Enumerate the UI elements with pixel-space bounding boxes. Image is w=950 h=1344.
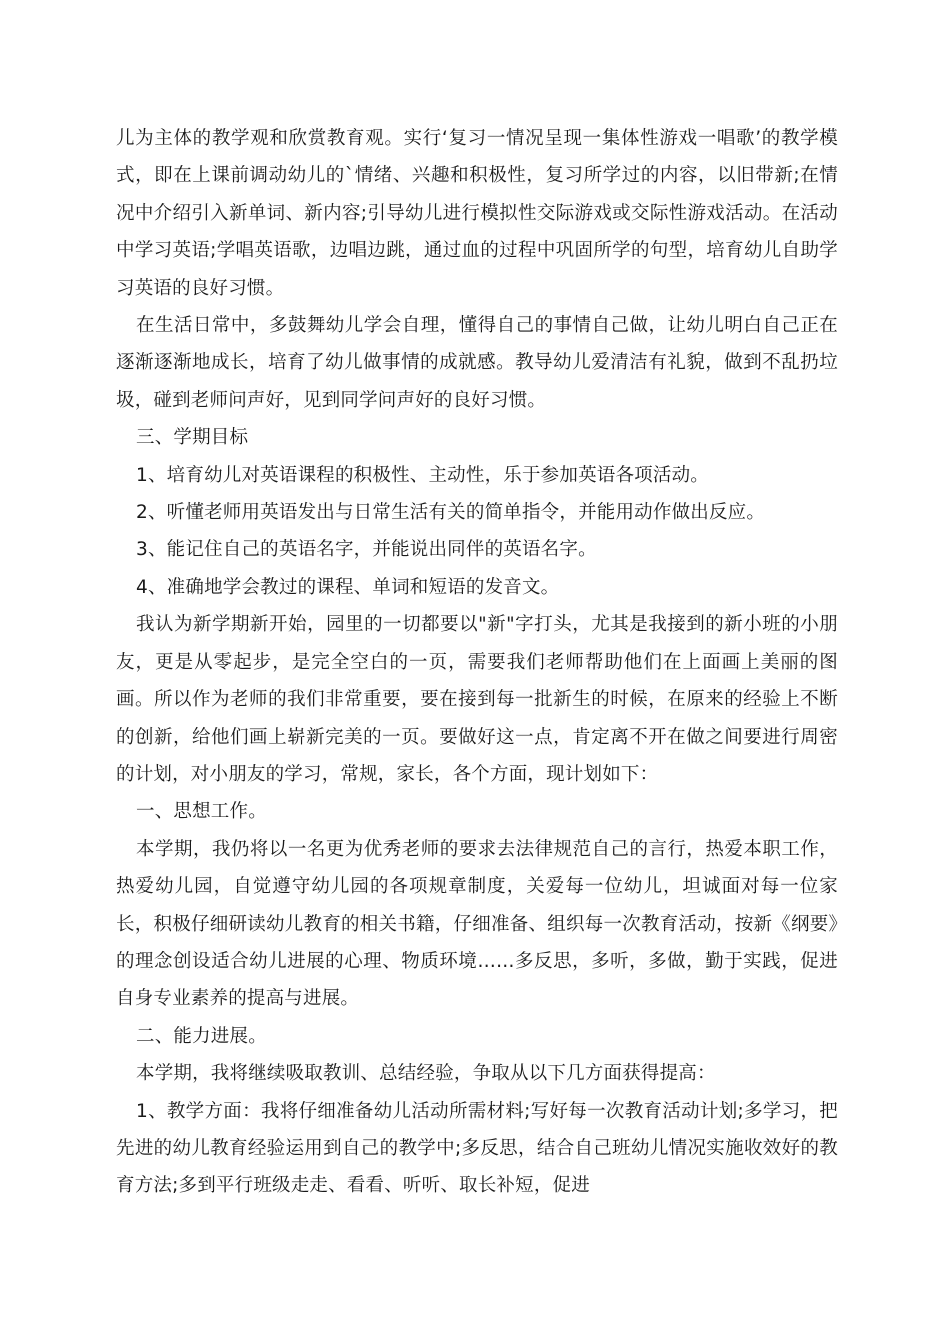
paragraph-ideological-work: 本学期，我仍将以一名更为优秀老师的要求去法律规范自己的言行，热爱本职工作，热爱幼儿园，自觉遵守幼儿园的各项规章制度，关爱每一位幼儿，坦诚面对每一位家长，积极仔细研读幼儿教育的相关书籍，仔细准备、组织每一次教育活动，按新《纲要》的理念创设适合幼儿进展的心理、物质环境……多反思，多听，多做，勤于实践，促进自身专业素养的提高与进展。 bbox=[116, 838, 838, 1010]
document-body bbox=[116, 120, 838, 1205]
goal-item-1: 1、培育幼儿对英语课程的积极性、主动性，乐于参加英语各项活动。 bbox=[136, 464, 709, 486]
paragraph-new-semester: 我认为新学期新开始，园里的一切都要以"新"字打头，尤其是我接到的新小班的小朋友，更是从零起步，是完全空白的一页，需要我们老师帮助他们在上面画上美丽的图画。所以作为老师的我们非常重要，要在接到每一批新生的时候，在原来的经验上不断的创新，给他们画上崭新完美的一页。要做好这一点，肯定离不开在做之间要进行周密的计划，对小朋友的学习，常规，家长，各个方面，现计划如下： bbox=[116, 614, 838, 785]
paragraph-teaching-aspect: 1、教学方面：我将仔细准备幼儿活动所需材料;写好每一次教育活动计划;多学习，把先进的幼儿教育经验运用到自己的教学中;多反思，结合自己班幼儿情况实施收效好的教育方法;多到平行班级走走、看看、听听、取长补短，促进 bbox=[116, 1100, 838, 1197]
goal-item-2: 2、听懂老师用英语发出与日常生活有关的简单指令，并能用动作做出反应。 bbox=[136, 502, 766, 524]
goal-item-4: 4、准确地学会教过的课程、单词和短语的发音文。 bbox=[136, 576, 560, 598]
heading-semester-goals: 三、学期目标 bbox=[136, 427, 249, 449]
goal-item-3: 3、能记住自己的英语名字，并能说出同伴的英语名字。 bbox=[136, 539, 597, 561]
paragraph-ability-intro: 本学期，我将继续吸取教训、总结经验，争取从以下几方面获得提高： bbox=[136, 1063, 716, 1085]
paragraph-daily-life: 在生活日常中，多鼓舞幼儿学会自理，懂得自己的事情自己做，让幼儿明白自己正在逐渐逐渐地成长，培育了幼儿做事情的成就感。教导幼儿爱清洁有礼貌，做到不乱扔垃圾，碰到老师问声好，见到同学问声好的良好习惯。 bbox=[116, 315, 838, 411]
paragraph-teaching-model: 儿为主体的教学观和欣赏教育观。实行‘复习一情况呈现一集体性游戏一唱歌’的教学模式，即在上课前调动幼儿的`情绪、兴趣和积极性，复习所学过的内容，以旧带新;在情况中介绍引入新单词、新内容;引导幼儿进行模拟性交际游戏或交际性游戏活动。在活动中学习英语;学唱英语歌，边唱边跳，通过血的过程中巩固所学的句型，培育幼儿自助学习英语的良好习惯。 bbox=[116, 128, 838, 299]
heading-ideological-work: 一、思想工作。 bbox=[136, 801, 267, 823]
heading-ability-development: 二、能力进展。 bbox=[136, 1025, 267, 1047]
